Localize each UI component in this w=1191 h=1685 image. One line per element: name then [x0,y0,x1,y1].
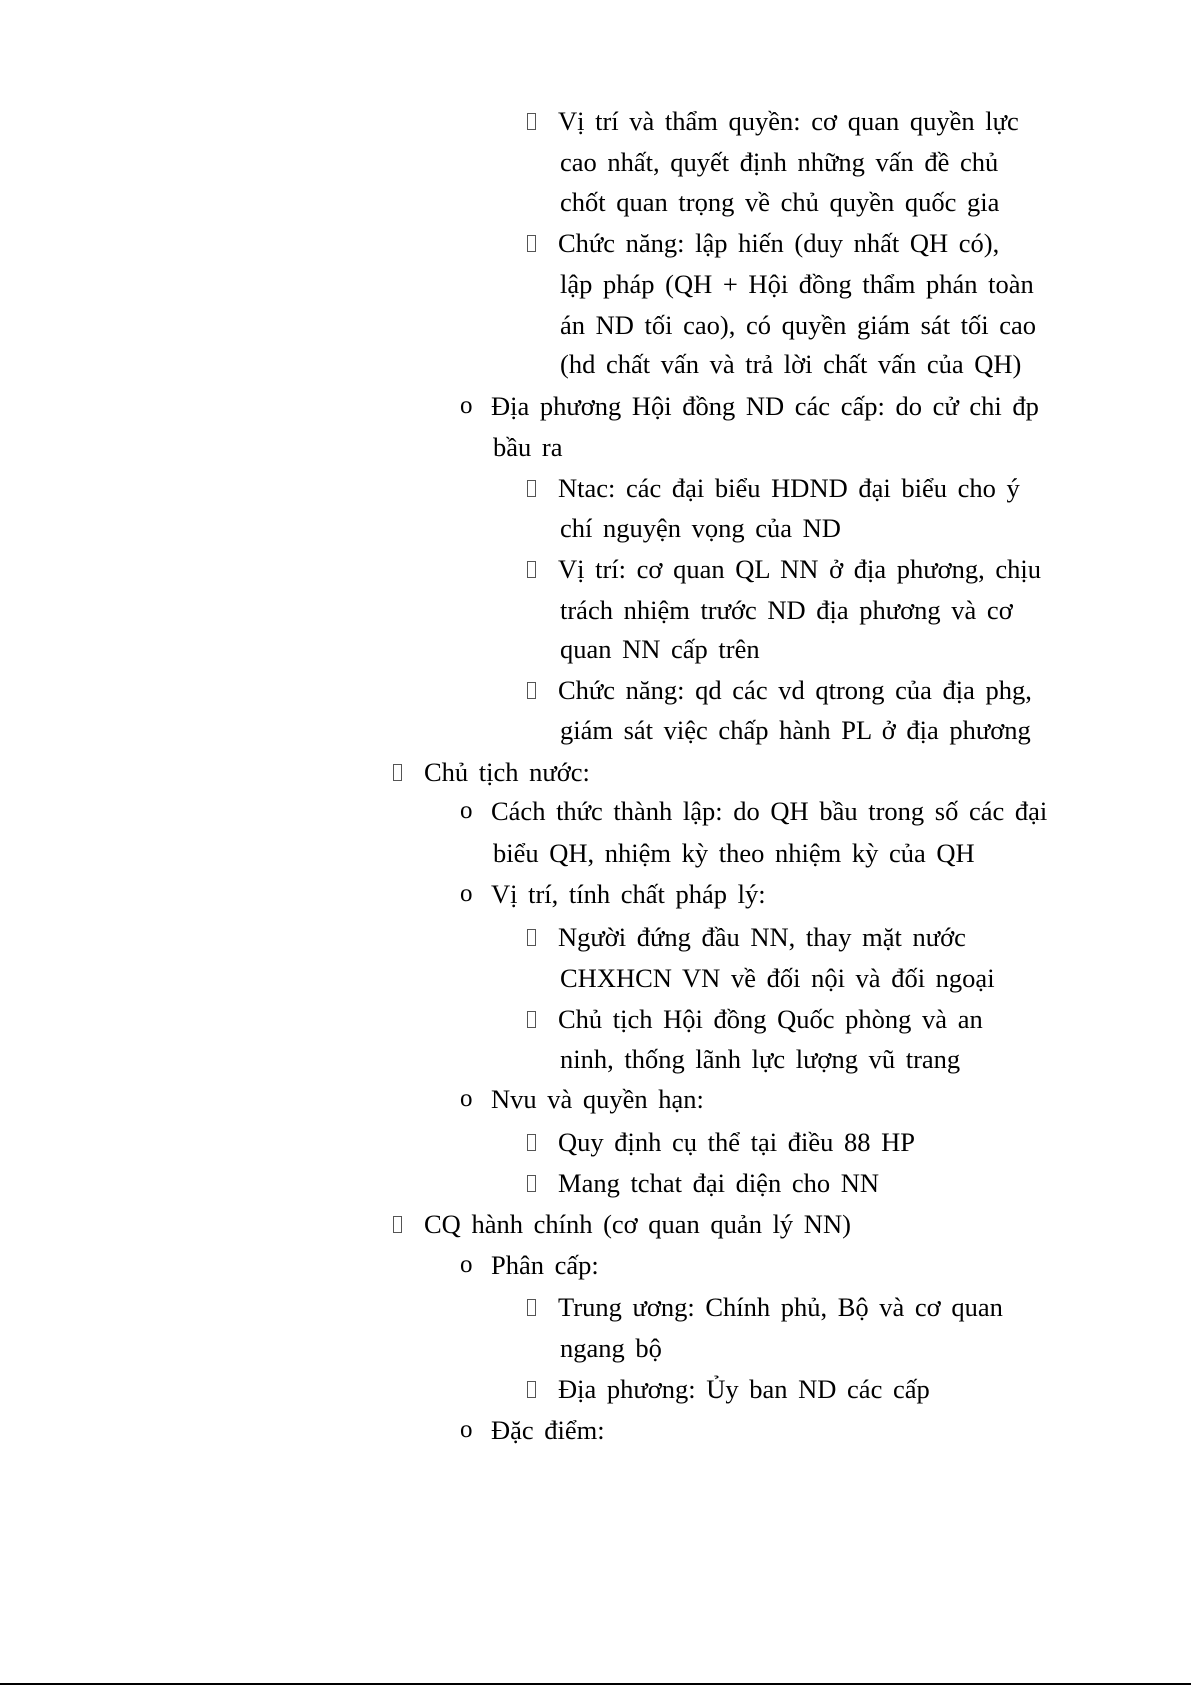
text-line: chốt quan trọng về chủ quyền quốc gia [560,187,1000,217]
text-line: Người đứng đầu NN, thay mặt nước [558,922,966,952]
text-line: cao nhất, quyết định những vấn đề chủ [560,147,999,177]
text-line: giám sát việc chấp hành PL ở địa phương [560,715,1031,745]
text-line: Vị trí và thẩm quyền: cơ quan quyền lực [558,106,1019,136]
text-line: Chủ tịch nước: [424,757,590,787]
square-bullet-icon [527,1290,536,1324]
square-bullet-icon [527,104,536,138]
text-line: Vị trí: cơ quan QL NN ở địa phương, chịu [558,554,1041,584]
text-line: Vị trí, tính chất pháp lý: [491,879,766,909]
text-line: ninh, thống lãnh lực lượng vũ trang [560,1044,961,1074]
o-bullet: o [460,1416,473,1443]
square-bullet-icon [527,1002,536,1036]
text-line: chí nguyện vọng của ND [560,513,841,543]
o-bullet: o [460,1251,473,1278]
text-line: Địa phương Hội đồng ND các cấp: do cử chi đp [491,391,1039,421]
text-line: Trung ương: Chính phủ, Bộ và cơ quan [558,1292,1003,1322]
square-bullet-icon [527,1372,536,1406]
square-bullet-icon [527,226,536,260]
square-bullet-icon [393,1207,402,1241]
text-line: biểu QH, nhiệm kỳ theo nhiệm kỳ của QH [493,838,975,868]
text-line: CQ hành chính (cơ quan quản lý NN) [424,1209,851,1239]
square-bullet-icon [527,552,536,586]
text-line: CHXHCN VN về đối nội và đối ngoại [560,963,995,993]
text-line: Cách thức thành lập: do QH bầu trong số các đại [491,796,1048,826]
text-line: bầu ra [493,432,563,462]
square-bullet-icon [393,755,402,789]
o-bullet: o [460,880,473,907]
text-line: Chủ tịch Hội đồng Quốc phòng và an [558,1004,983,1034]
text-line: Đặc điểm: [491,1415,605,1445]
text-line: Phân cấp: [491,1250,599,1280]
square-bullet-icon [527,1125,536,1159]
text-line: Ntac: các đại biểu HDND đại biểu cho ý [558,473,1020,503]
text-line: Chức năng: lập hiến (duy nhất QH có), [558,228,1000,258]
text-line: ngang bộ [560,1333,662,1363]
square-bullet-icon [527,920,536,954]
text-line: Địa phương: Ủy ban ND các cấp [558,1374,930,1404]
text-line: (hd chất vấn và trả lời chất vấn của QH) [560,349,1022,379]
square-bullet-icon [527,1166,536,1200]
text-line: trách nhiệm trước ND địa phương và cơ [560,595,1013,625]
square-bullet-icon [527,471,536,505]
text-line: Nvu và quyền hạn: [491,1084,704,1114]
o-bullet: o [460,797,473,824]
square-bullet-icon [527,673,536,707]
text-line: lập pháp (QH + Hội đồng thẩm phán toàn [560,269,1034,299]
o-bullet: o [460,1085,473,1112]
text-line: Chức năng: qd các vd qtrong của địa phg, [558,675,1032,705]
o-bullet: o [460,392,473,419]
text-line: Quy định cụ thể tại điều 88 HP [558,1127,915,1157]
text-line: Mang tchat đại diện cho NN [558,1168,879,1198]
text-line: án ND tối cao), có quyền giám sát tối cao [560,310,1037,340]
text-line: quan NN cấp trên [560,634,760,664]
